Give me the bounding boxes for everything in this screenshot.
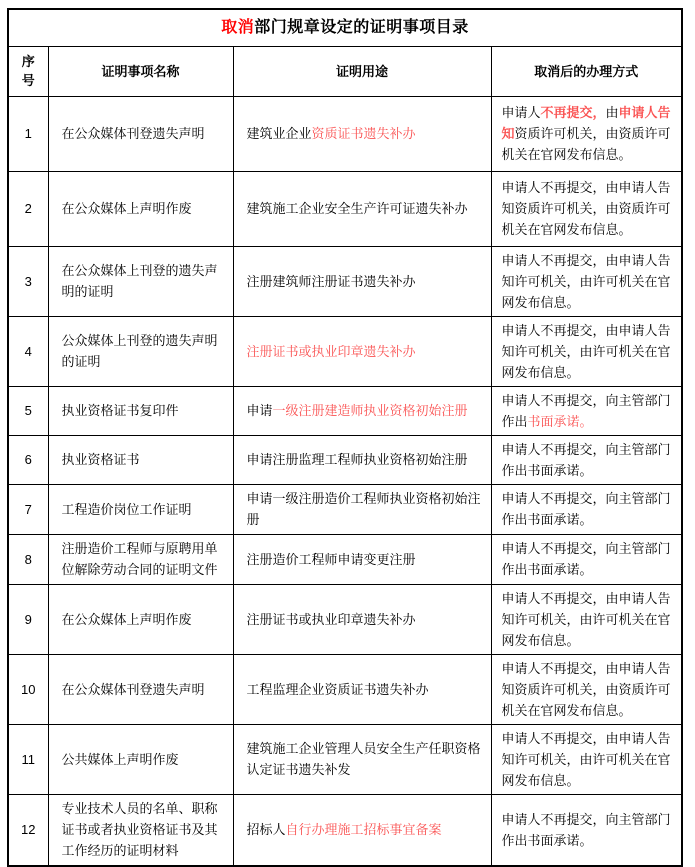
text-segment: 工程造价岗位工作证明 (61, 501, 192, 517)
table-row (8, 724, 682, 794)
handling-method-after-cancellation (491, 435, 682, 484)
handling-method-after-cancellation (491, 316, 682, 386)
text-segment: 工程监理企业资质证书遗失补办 (246, 681, 429, 697)
title-highlight: 取消 (221, 18, 255, 36)
highlighted-text: 一级注册建造师执业资格初始注册 (272, 403, 468, 418)
certification-purpose (233, 386, 491, 435)
row-serial-number: 1 (8, 96, 48, 171)
text-segment: 注册建筑师注册证书遗失补办 (246, 273, 416, 289)
certification-item-name (48, 534, 233, 584)
certification-item-name (48, 171, 233, 246)
title-rest: 部门规章设定的证明事项目录 (254, 18, 469, 36)
table-row (8, 584, 682, 654)
table-title (8, 9, 682, 46)
header-row (8, 46, 682, 96)
text-segment: 资质许可机关，由资质许可机关在官网发布信息。 (501, 126, 671, 162)
table-row (8, 171, 682, 246)
text-segment: 申请人不再提交，由申请人告知许可机关，由许可机关在官网发布信息。 (501, 730, 671, 788)
text-segment: 申请人不再提交，向主管部门作出 (501, 392, 671, 429)
certification-purpose (233, 484, 491, 534)
table-row (8, 654, 682, 724)
text-segment: 公共媒体上声明作废 (61, 751, 179, 767)
certification-purpose (233, 584, 491, 654)
highlighted-text: 资质证书遗失补办 (311, 126, 416, 141)
certification-purpose (233, 96, 491, 171)
col-header-method-after-cancel: 取消后的办理方式 (491, 46, 682, 96)
highlighted-text: 自行办理施工招标事宜备案 (285, 822, 442, 838)
certification-item-name (48, 246, 233, 316)
text-segment: 申请一级注册造价工程师执业资格初始注册 (246, 491, 481, 527)
text-segment: 注册证书或执业印章遗失补办 (246, 611, 416, 627)
certification-purpose (233, 435, 491, 484)
row-serial-number: 7 (8, 484, 48, 534)
text-segment: 申请 (246, 403, 273, 418)
text-segment: 在公众媒体刊登遗失声明 (61, 681, 205, 697)
handling-method-after-cancellation (491, 654, 682, 724)
highlighted-text: 书面承诺。 (527, 413, 593, 429)
text-segment: 注册造价工程师申请变更注册 (246, 551, 416, 567)
handling-method-after-cancellation (491, 96, 682, 171)
certification-item-name (48, 794, 233, 866)
text-segment: 申请人 (501, 105, 541, 120)
handling-method-after-cancellation (491, 484, 682, 534)
certification-purpose (233, 794, 491, 866)
text-segment: 建筑施工企业安全生产许可证遗失补办 (246, 201, 468, 216)
certification-purpose (233, 171, 491, 246)
table-row (8, 794, 682, 866)
text-segment: 申请人不再提交，由申请人告知资质许可机关，由资质许可机关在官网发布信息。 (501, 660, 671, 718)
certification-purpose (233, 534, 491, 584)
text-segment: 申请人不再提交，向主管部门作出书面承诺。 (501, 541, 671, 577)
text-segment: 建筑业企业 (246, 126, 312, 141)
table-body (8, 96, 682, 866)
text-segment: 在公众媒体上刊登的遗失声明的证明 (61, 263, 218, 299)
text-segment: 在公众媒体刊登遗失声明 (61, 126, 205, 141)
highlighted-text: 不再提交， (540, 105, 606, 120)
certification-item-name (48, 96, 233, 171)
row-serial-number: 6 (8, 435, 48, 484)
text-segment: 执业资格证书复印件 (61, 403, 179, 418)
text-segment: 在公众媒体上声明作废 (61, 201, 192, 216)
row-serial-number: 12 (8, 794, 48, 866)
certification-purpose (233, 316, 491, 386)
text-segment: 在公众媒体上声明作废 (61, 611, 192, 627)
highlighted-text: 注册证书或执业印章遗失补办 (246, 343, 416, 359)
table-row (8, 246, 682, 316)
handling-method-after-cancellation (491, 386, 682, 435)
text-segment: 申请人不再提交，向主管部门作出书面承诺。 (501, 811, 671, 848)
certification-item-name (48, 435, 233, 484)
certification-item-name (48, 316, 233, 386)
col-header-purpose: 证明用途 (233, 46, 491, 96)
text-segment: 申请人不再提交，向主管部门作出书面承诺。 (501, 441, 671, 478)
table-row (8, 435, 682, 484)
row-serial-number: 4 (8, 316, 48, 386)
text-segment: 申请人不再提交，由申请人告知资质许可机关，由资质许可机关在官网发布信息。 (501, 180, 671, 237)
text-segment: 执业资格证书 (61, 452, 140, 467)
row-serial-number: 5 (8, 386, 48, 435)
table-row (8, 534, 682, 584)
col-header-item-name: 证明事项名称 (48, 46, 233, 96)
certification-item-name (48, 584, 233, 654)
handling-method-after-cancellation (491, 584, 682, 654)
text-segment: 专业技术人员的名单、职称证书或者执业资格证书及其工作经历的证明材料 (61, 801, 218, 859)
text-segment: 申请注册监理工程师执业资格初始注册 (246, 452, 468, 467)
certification-purpose (233, 654, 491, 724)
text-segment: 注册造价工程师与原聘用单位解除劳动合同的证明文件 (61, 541, 218, 577)
certification-item-name (48, 386, 233, 435)
row-serial-number: 8 (8, 534, 48, 584)
cancelled-certification-items-table (7, 8, 683, 867)
table-row (8, 386, 682, 435)
text-segment: 申请人不再提交，由申请人告知许可机关，由许可机关在官网发布信息。 (501, 252, 671, 310)
handling-method-after-cancellation (491, 724, 682, 794)
highlighted-text: 申请人告知 (501, 105, 671, 141)
certification-item-name (48, 484, 233, 534)
certification-purpose (233, 246, 491, 316)
text-segment: 建筑施工企业管理人员安全生产任职资格认定证书遗失补发 (246, 741, 481, 777)
row-serial-number: 3 (8, 246, 48, 316)
text-segment: 申请人不再提交，由申请人告知许可机关，由许可机关在官网发布信息。 (501, 322, 671, 380)
row-serial-number: 10 (8, 654, 48, 724)
handling-method-after-cancellation (491, 794, 682, 866)
text-segment: 由 (605, 105, 619, 120)
table-row (8, 484, 682, 534)
text-segment: 申请人不再提交，向主管部门作出书面承诺。 (501, 491, 671, 527)
handling-method-after-cancellation (491, 534, 682, 584)
title-row (8, 9, 682, 46)
certification-item-name (48, 724, 233, 794)
handling-method-after-cancellation (491, 246, 682, 316)
text-segment: 公众媒体上刊登的遗失声明的证明 (61, 333, 218, 369)
row-serial-number: 2 (8, 171, 48, 246)
certification-purpose (233, 724, 491, 794)
table-row (8, 316, 682, 386)
certification-item-name (48, 654, 233, 724)
handling-method-after-cancellation (491, 171, 682, 246)
text-segment: 招标人 (246, 822, 286, 838)
row-serial-number: 9 (8, 584, 48, 654)
col-header-serial-number: 序号 (8, 46, 48, 96)
text-segment: 申请人不再提交，由申请人告知许可机关，由许可机关在官网发布信息。 (501, 590, 671, 648)
table-row (8, 96, 682, 171)
row-serial-number: 11 (8, 724, 48, 794)
